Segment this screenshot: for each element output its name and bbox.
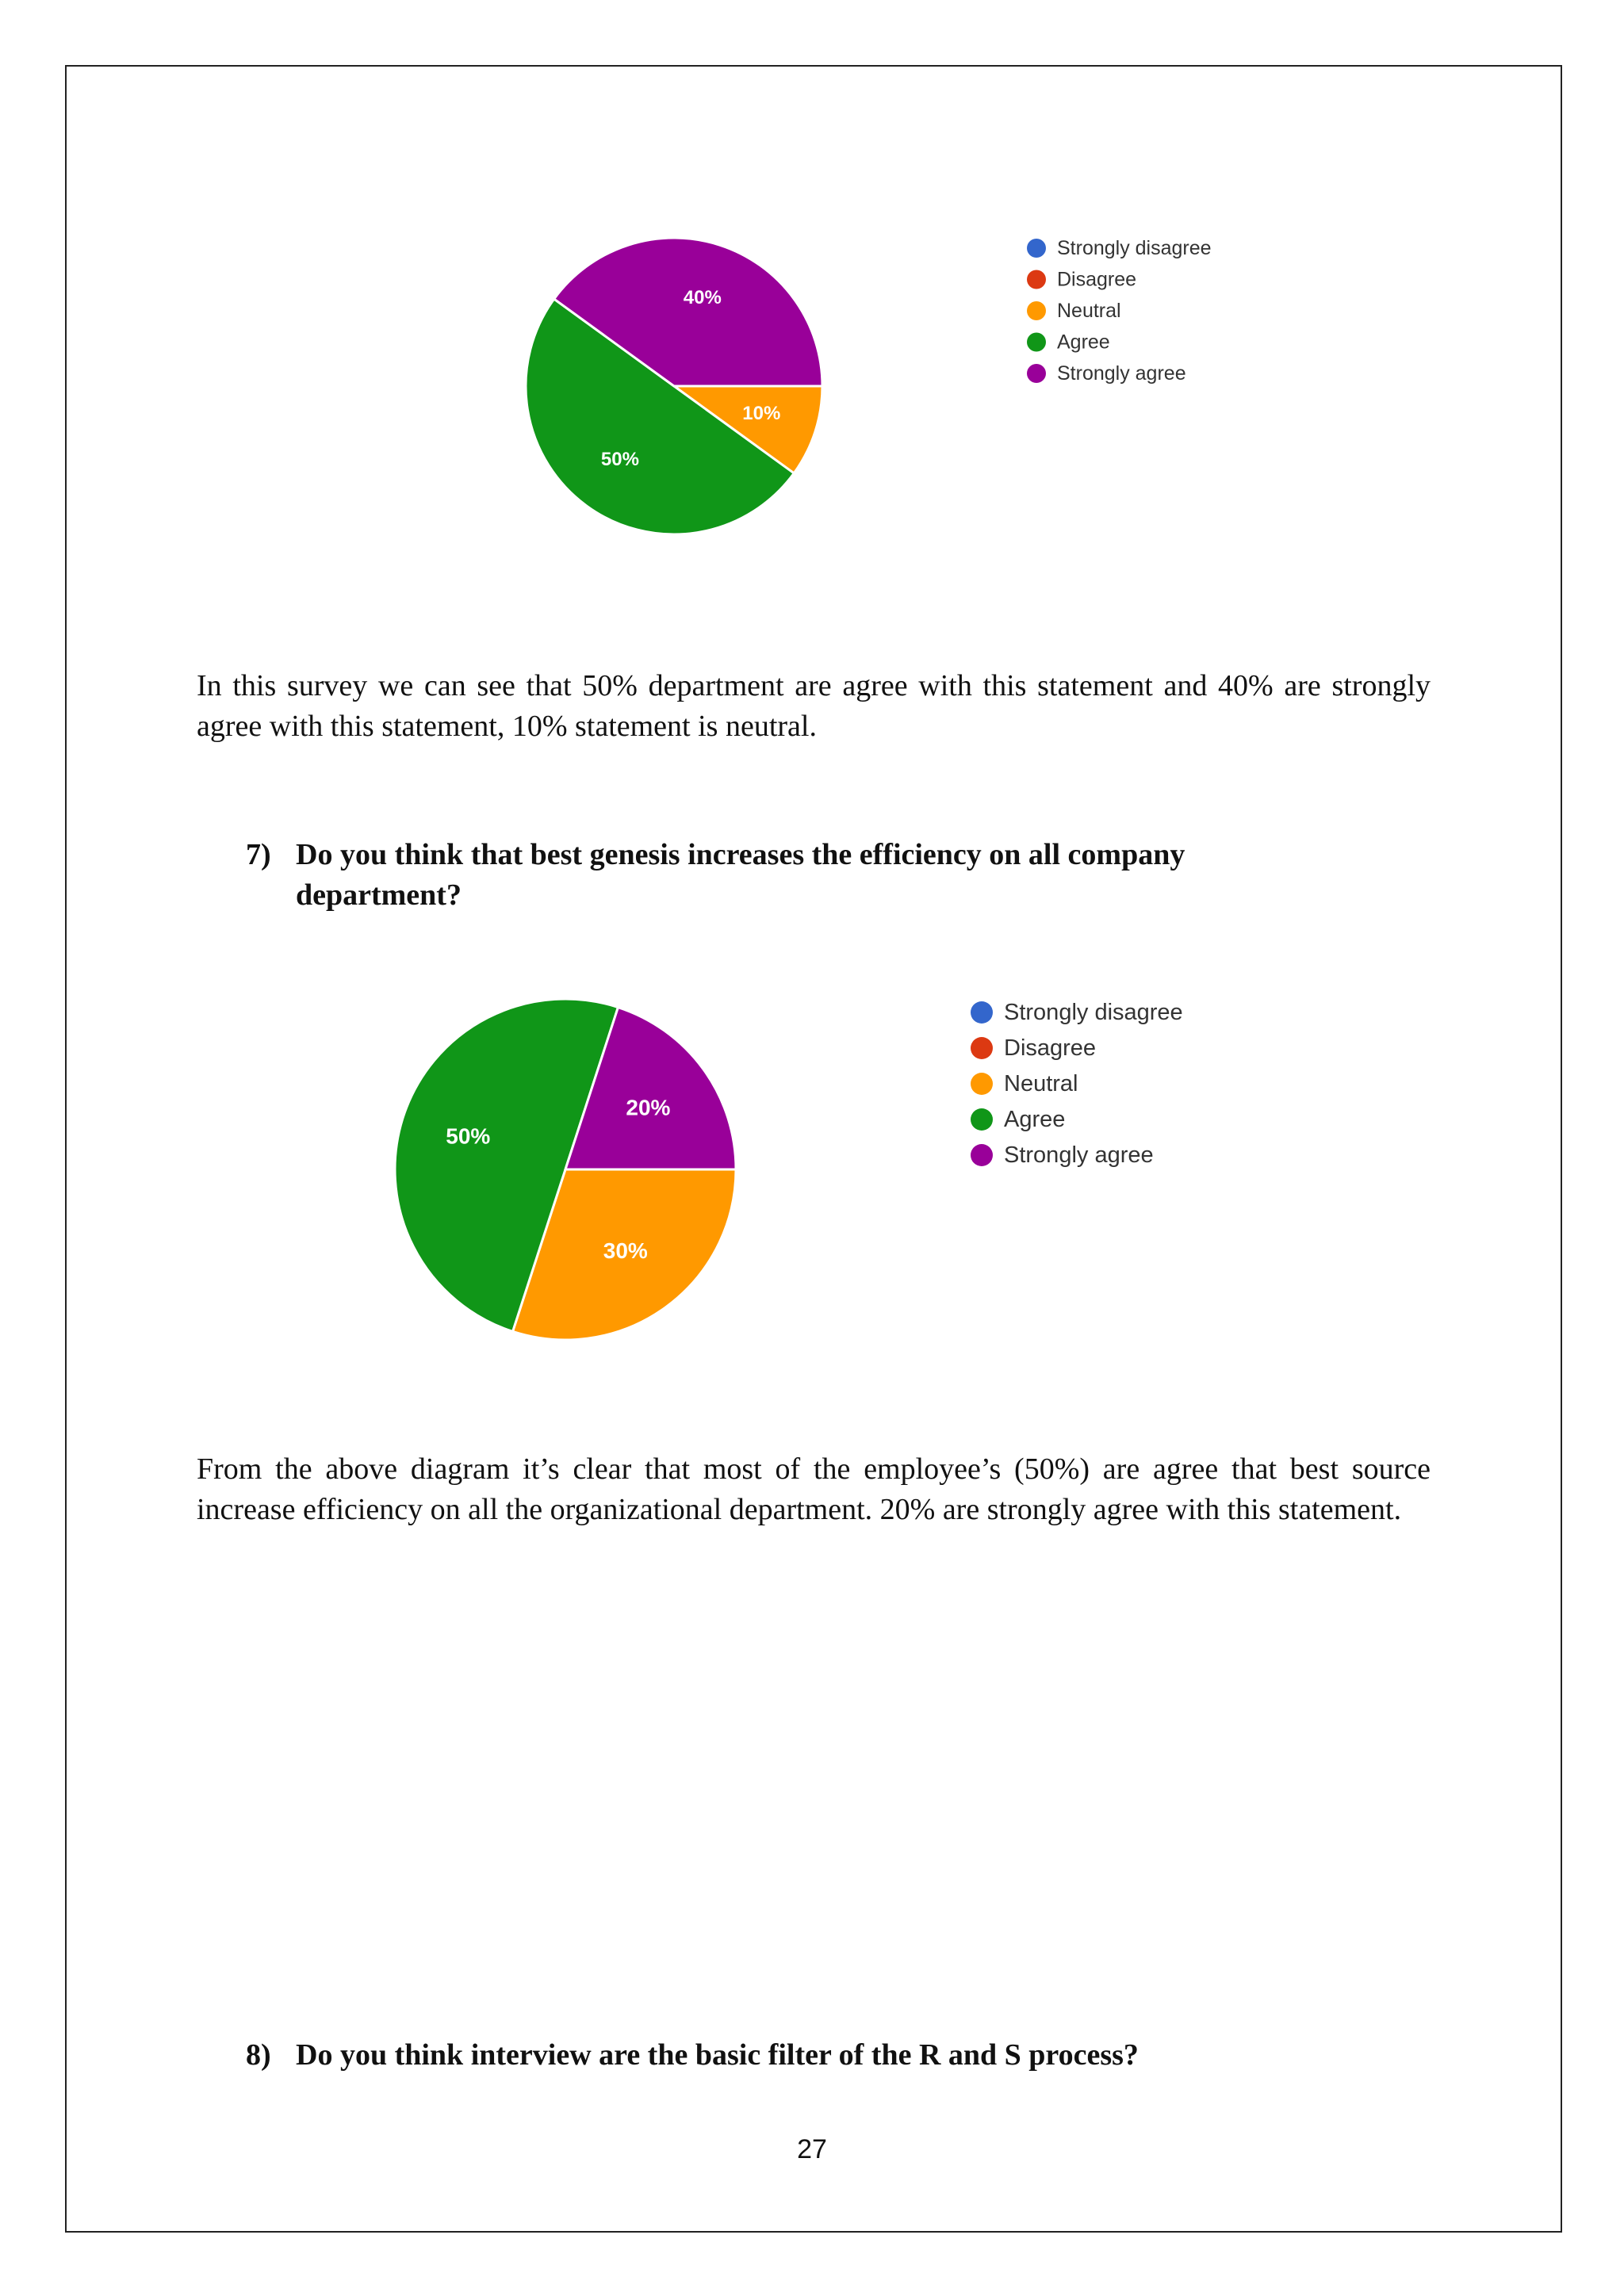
legend-label: Disagree <box>1057 268 1137 291</box>
legend-marker <box>1027 364 1046 383</box>
legend-label: Strongly agree <box>1004 1142 1154 1168</box>
pie-slices <box>526 238 822 534</box>
legend-item-strongly-disagree <box>971 1000 1183 1025</box>
question-8 <box>246 2035 1356 2076</box>
question-text: Do you think interview are the basic filter of the R and S process? <box>296 2038 1139 2072</box>
legend-item-disagree <box>971 1035 1096 1061</box>
question-text: Do you think that best genesis increases the efficiency on all company department? <box>296 838 1185 912</box>
legend-marker <box>971 1001 993 1024</box>
legend-item-strongly-agree <box>971 1142 1154 1168</box>
slice-label-strongly-agree: 20% <box>626 1095 671 1120</box>
legend-label: Agree <box>1004 1107 1066 1132</box>
legend-label: Strongly disagree <box>1004 1000 1183 1025</box>
legend-item-neutral <box>971 1071 1078 1096</box>
legend-item-agree <box>1027 331 1110 354</box>
legend-marker <box>1027 270 1046 289</box>
chart-legend <box>971 1000 1183 1168</box>
legend-item-disagree <box>1027 269 1136 291</box>
pie-slices <box>395 999 736 1340</box>
legend-marker <box>1027 333 1046 352</box>
legend-marker <box>971 1037 993 1059</box>
legend-label: Strongly agree <box>1057 362 1186 385</box>
slice-label-neutral: 30% <box>603 1238 648 1263</box>
legend-item-strongly-agree <box>1027 362 1186 385</box>
survey-summary-paragraph: In this survey we can see that 50% department are agree with this statement and 40% are strongly agree with this statement, 10% statement is neutral. <box>197 669 1431 743</box>
page-number: 27 <box>797 2134 827 2164</box>
legend-label: Strongly disagree <box>1057 237 1212 259</box>
pie-chart-2 <box>0 951 1624 1395</box>
legend-marker <box>1027 301 1046 320</box>
legend-marker <box>971 1144 993 1166</box>
slice-label-strongly-agree: 40% <box>683 287 722 309</box>
slice-label-neutral: 10% <box>742 403 781 425</box>
legend-item-agree <box>971 1107 1065 1132</box>
legend-label: Neutral <box>1057 300 1121 322</box>
diagram-summary-paragraph: From the above diagram it’s clear that most of the employee’s (50%) are agree that best source increase efficiency on all the organizational department. 20% are strongly agree with this statement. <box>197 1452 1431 1526</box>
question-number: 8) <box>246 2038 271 2072</box>
legend-item-strongly-disagree <box>1027 237 1212 259</box>
legend-label: Neutral <box>1004 1071 1078 1096</box>
legend-label: Agree <box>1057 331 1110 354</box>
legend-marker <box>971 1108 993 1131</box>
legend-item-neutral <box>1027 300 1121 322</box>
slice-label-agree: 50% <box>446 1123 491 1149</box>
pie-chart-1 <box>0 0 1624 634</box>
legend-marker <box>971 1073 993 1095</box>
legend-label: Disagree <box>1004 1035 1097 1061</box>
chart-legend <box>1027 237 1212 385</box>
question-number: 7) <box>246 838 271 871</box>
question-7 <box>246 835 1356 916</box>
legend-marker <box>1027 239 1046 258</box>
slice-label-agree: 50% <box>600 449 639 471</box>
